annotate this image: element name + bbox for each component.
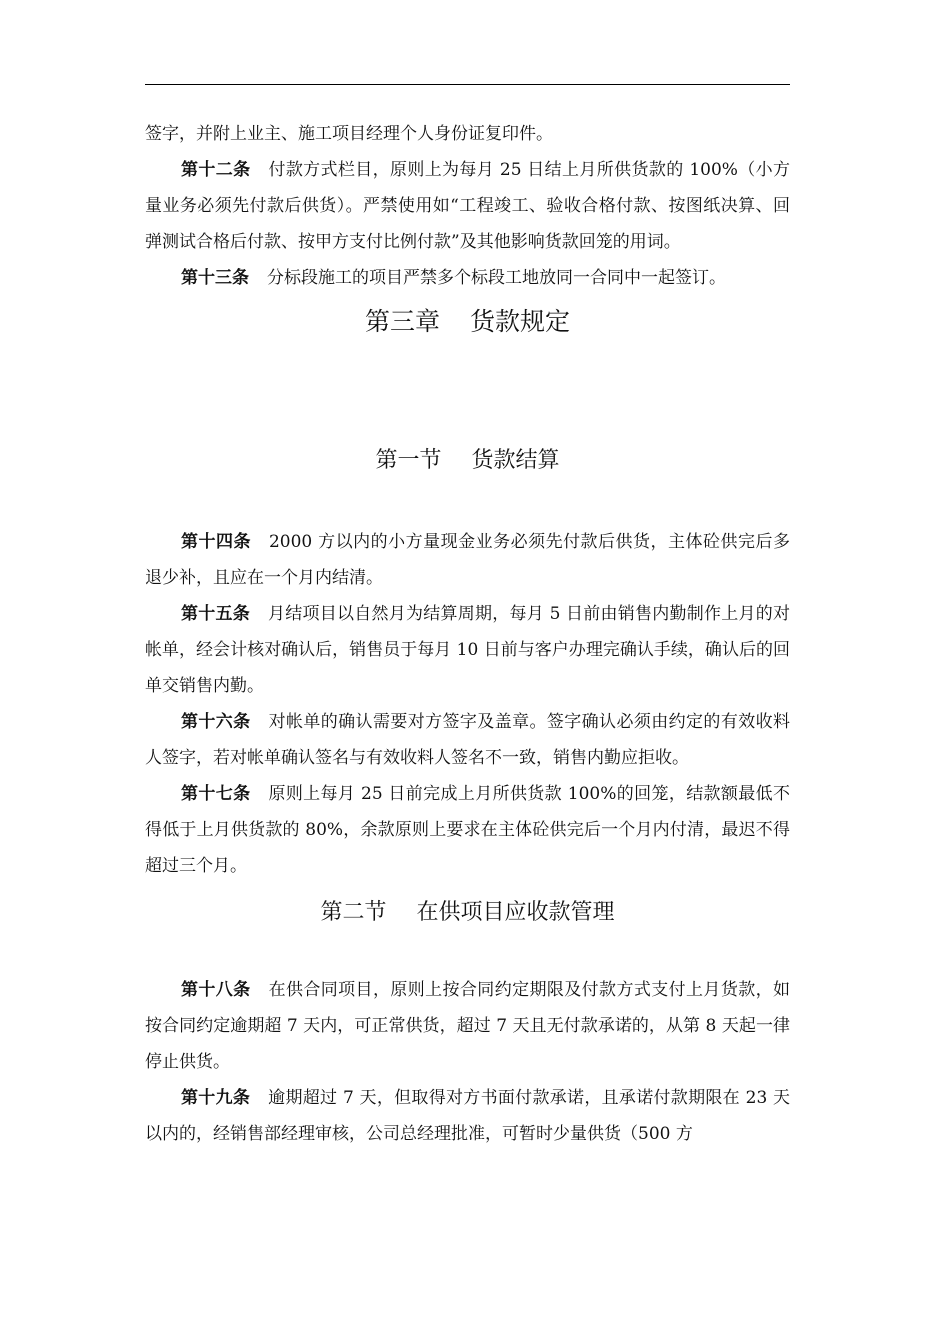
article-label: 第十七条: [181, 784, 251, 804]
document-body: [145, 116, 790, 1152]
article-15: [145, 596, 790, 704]
article-label: 第十二条: [181, 160, 251, 180]
section-number: 第二节: [320, 900, 387, 925]
article-label: 第十四条: [181, 532, 251, 552]
opening-fragment: 签字，并附上业主、施工项目经理个人身份证复印件。: [145, 124, 553, 144]
article-label: 第十八条: [181, 980, 251, 1000]
section-title-2: [145, 890, 790, 936]
section-name: 货款结算: [471, 448, 560, 473]
section-number: 第一节: [375, 448, 442, 473]
article-text: 2000 方以内的小方量现金业务必须先付款后供货，主体砼供完后多退少补，且应在一个月内结清。: [145, 532, 791, 588]
article-text: 付款方式栏目，原则上为每月 25 日结上月所供货款的 100%（小方量业务必须先付款后供货）。严禁使用如“工程竣工、验收合格付款、按图纸决算、回弹测试合格后付款、按甲方支付比例付款”及其他影响货款回笼的用词。: [145, 160, 790, 252]
header-rule: [145, 84, 790, 85]
article-12: [145, 152, 790, 260]
article-17: [145, 776, 790, 884]
article-text: 逾期超过 7 天，但取得对方书面付款承诺，且承诺付款期限在 23 天以内的，经销售部经理审核，公司总经理批准，可暂时少量供货（500 方: [145, 1088, 791, 1144]
article-label: 第十九条: [181, 1088, 251, 1108]
chapter-name: 货款规定: [470, 307, 571, 336]
article-19: [145, 1080, 790, 1152]
article-text: 分标段施工的项目严禁多个标段工地放同一合同中一起签订。: [267, 268, 726, 288]
article-text: 对帐单的确认需要对方签字及盖章。签字确认必须由约定的有效收料人签字，若对帐单确认签名与有效收料人签名不一致，销售内勤应拒收。: [145, 712, 791, 768]
article-text: 月结项目以自然月为结算周期，每月 5 日前由销售内勤制作上月的对帐单，经会计核对确认后，销售员于每月 10 日前与客户办理完确认手续，确认后的回单交销售内勤。: [145, 604, 791, 696]
article-18: [145, 972, 790, 1080]
section-name: 在供项目应收款管理: [416, 900, 615, 925]
section-title-1: [145, 438, 790, 484]
chapter-title: [145, 296, 790, 348]
article-text: 原则上每月 25 日前完成上月所供货款 100%的回笼，结款额最低不得低于上月供货款的 80%，余款原则上要求在主体砼供完后一个月内付清，最迟不得超过三个月。: [145, 784, 790, 876]
article-13: [145, 260, 790, 296]
article-text: 在供合同项目，原则上按合同约定期限及付款方式支付上月货款，如按合同约定逾期超 7 天内，可正常供货，超过 7 天且无付款承诺的，从第 8 天起一律停止供货。: [145, 980, 791, 1072]
article-label: 第十三条: [181, 268, 249, 288]
article-16: [145, 704, 790, 776]
chapter-number: 第三章: [364, 307, 440, 336]
article-label: 第十六条: [181, 712, 251, 732]
article-label: 第十五条: [181, 604, 250, 624]
article-14: [145, 524, 790, 596]
